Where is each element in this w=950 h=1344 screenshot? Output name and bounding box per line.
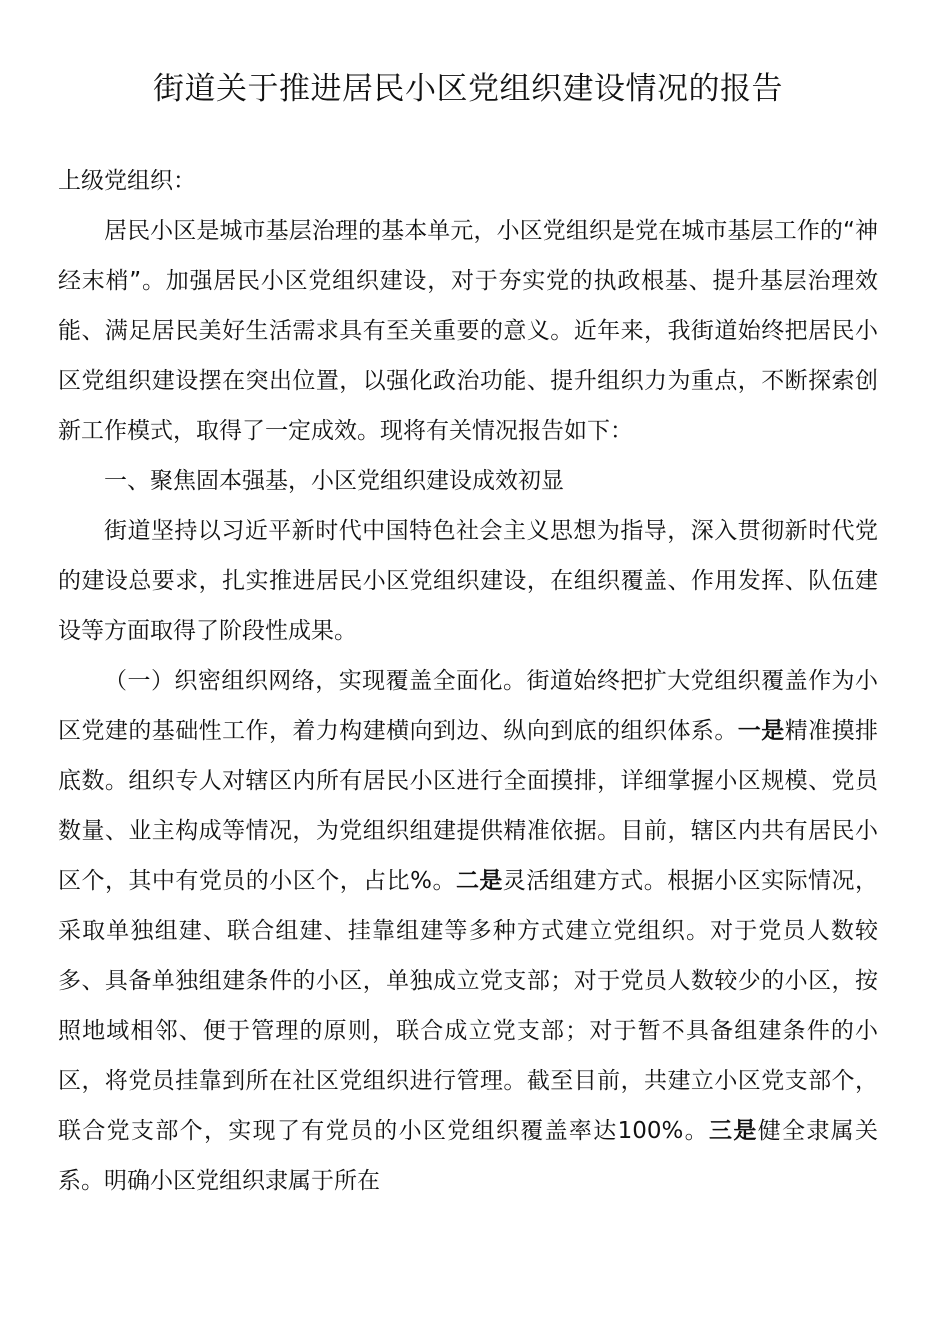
subsection-1-paragraph bbox=[58, 656, 878, 1206]
document-title: 街道关于推进居民小区党组织建设情况的报告 bbox=[153, 71, 783, 107]
point-2-text: 灵活组建方式。根据小区实际情况，采取单独组建、联合组建、挂靠组建等多种方式建立党组织。对于党员人数较多、具备单独组建条件的小区，单独成立党支部；对于党员人数较少的小区，按照地域相邻、便于管理的原则，联合成立党支部；对于暂不具备组建条件的小区，将党员挂靠到所在社区党组织进行管理。截至目前，共建立小区党支部个，联合党支部个，实现了有党员的小区党组织覆盖率达100%。 bbox=[58, 868, 879, 1144]
salutation: 上级党组织： bbox=[58, 168, 196, 194]
point-3-text: 健全隶属关系。明确小区党组织隶属于所在 bbox=[58, 1118, 879, 1194]
point-1-label: 一是 bbox=[737, 718, 785, 744]
point-2-label: 二是 bbox=[455, 868, 503, 894]
intro-paragraph: 居民小区是城市基层治理的基本单元，小区党组织是党在城市基层工作的“神经末梢”。加强居民小区党组织建设，对于夯实党的执政根基、提升基层治理效能、满足居民美好生活需求具有至关重要的意义。近年来，我街道始终把居民小区党组织建设摆在突出位置，以强化政治功能、提升组织力为重点，不断探索创新工作模式，取得了一定成效。现将有关情况报告如下： bbox=[58, 218, 878, 444]
section-1-heading: 一、聚焦固本强基，小区党组织建设成效初显 bbox=[104, 468, 564, 494]
point-1-text: 精准摸排底数。组织专人对辖区内所有居民小区进行全面摸排，详细掌握小区规模、党员数量、业主构成等情况，为党组织组建提供精准依据。目前，辖区内共有居民小区个，其中有党员的小区个，占比%。 bbox=[58, 718, 879, 894]
subsection-1-intro: （一）织密组织网络，实现覆盖全面化。街道始终把扩大党组织覆盖作为小区党建的基础性工作，着力构建横向到边、纵向到底的组织体系。 bbox=[58, 668, 878, 744]
section-1-body: 街道坚持以习近平新时代中国特色社会主义思想为指导，深入贯彻新时代党的建设总要求，扎实推进居民小区党组织建设，在组织覆盖、作用发挥、队伍建设等方面取得了阶段性成果。 bbox=[58, 518, 878, 644]
point-3-label: 三是 bbox=[709, 1118, 758, 1144]
document-page bbox=[58, 62, 878, 1206]
